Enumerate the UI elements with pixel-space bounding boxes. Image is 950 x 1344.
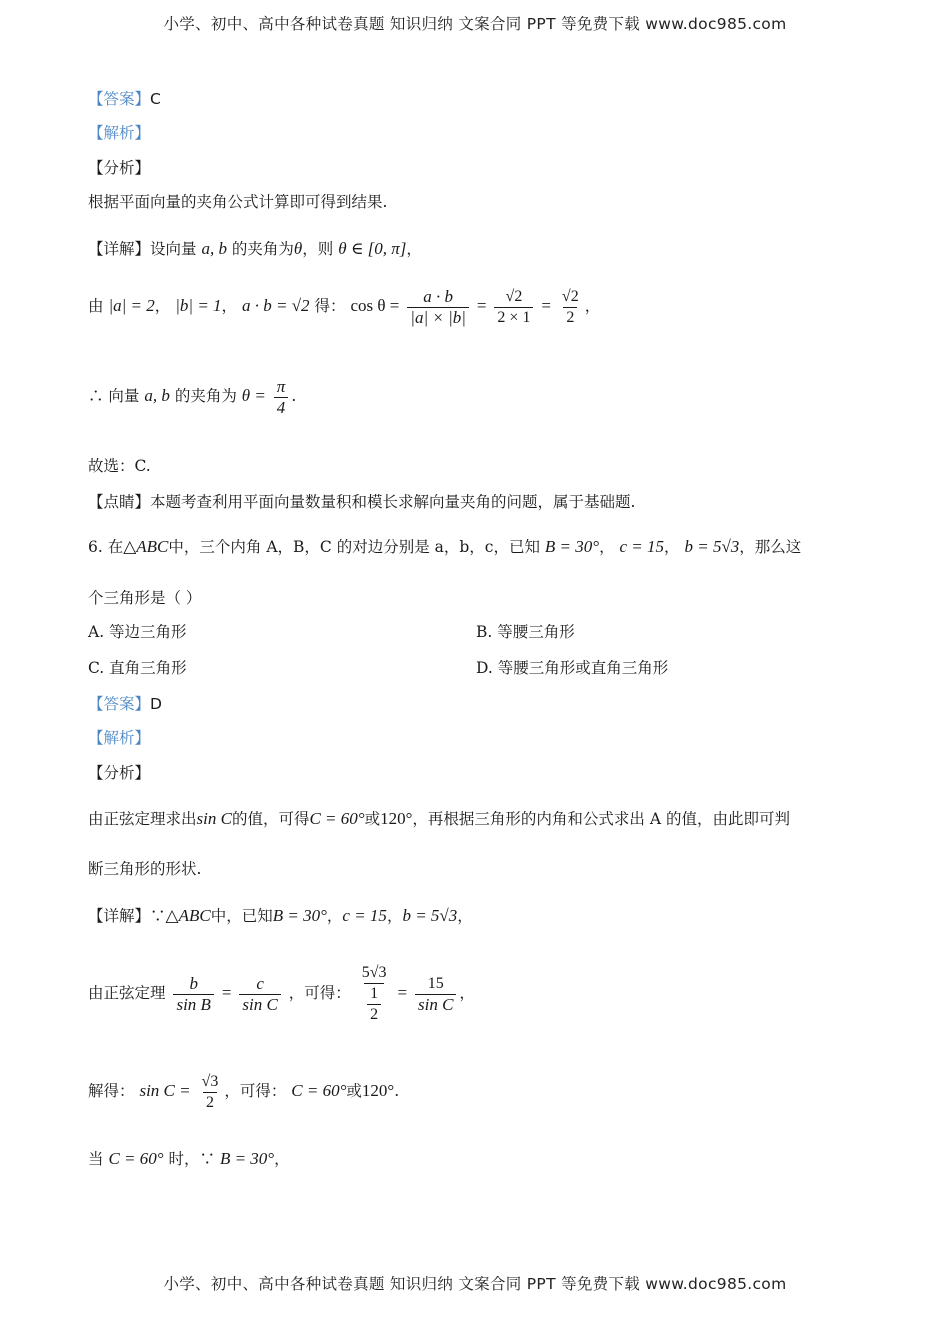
sin-C: sin C [196,809,232,828]
side-b: b = 5√3 [684,537,740,556]
frac-den: sin B [173,994,213,1015]
triangle-label: △ABC [165,906,211,925]
triangle-label: △ABC [123,537,169,556]
solve-or: 或 [346,1082,362,1100]
jiexi-tag: 【解析】 [88,124,151,142]
q6-jiexi-line [88,727,150,749]
option-c: C. 直角三角形 [88,659,187,677]
norm-b: |b| = 1 [175,296,222,315]
punct: ， [459,984,475,1002]
C-60: C = 60° [108,1149,164,1168]
frac-den: sin C [239,994,280,1015]
detail-text: 的夹角为 [231,240,294,258]
frac-den: sin C [415,994,456,1015]
fenxi-or: 或 [364,810,381,828]
frac-den: 4 [274,397,289,418]
q5-detail-line [88,238,422,260]
angle-B: B = 30° [272,906,327,925]
answer-value: D [150,695,162,713]
q6-when-line [88,1148,290,1170]
option-d: D. 等腰三角形或直角三角形 [476,659,669,677]
punct: ， [584,297,601,315]
frac-num: 5√3 [361,964,387,981]
answer-tag: 【答案】 [88,90,151,108]
q5-angle-line [88,376,296,418]
fenxi-text: 的值，可得 [231,810,310,828]
jiexi-tag: 【解析】 [88,729,151,747]
punct: ， [406,240,422,258]
angle-text: 的夹角为 [174,387,237,405]
half-den: 2 [367,1004,381,1025]
solve-mid: ，可得： [224,1082,287,1100]
frac-den [364,983,384,1025]
frac-num: a · b [423,286,453,306]
punct: ， [274,1150,290,1168]
stem-text: ，那么这 [739,538,802,556]
C-60: C = 60° [291,1081,347,1100]
detail-tag: 【详解】 [88,907,151,925]
q6-stem-line2: 个三角形是（ ） [88,589,202,607]
angle-B: B = 30° [544,537,600,556]
solve-prefix: 解得： [88,1082,135,1100]
q6-answer-line [88,693,162,715]
vector-vars: a, b [144,386,170,405]
solve-frac [199,1072,222,1113]
therefore-text: ∴ 向量 [88,387,140,405]
q6-law-line [88,958,475,1028]
side-c: c = 15 [342,906,387,925]
angle-B: B = 30° [219,1149,275,1168]
law-frac-1 [173,974,213,1015]
q6-stem-line1: 6. 在△ABC中，三个内角 A，B，C 的对边分别是 a，b，c，已知 B = 30°， c = 15， b = 5√3，那么这 [88,537,802,556]
dianjing-tag: 【点睛】 [88,493,151,511]
q5-choose: 故选：C. [88,457,151,475]
angle-frac [274,377,289,418]
because-sign: ∵ [150,907,166,925]
fenxi-text: 由正弦定理求出 [88,810,197,828]
frac-num: 15 [427,974,444,992]
detail-tag: 【详解】 [88,240,151,258]
punct: ， [457,907,473,925]
law-frac-2 [239,974,280,1015]
law-frac-3 [415,974,456,1015]
frac-num: π [276,376,286,396]
side-c: c = 15 [619,537,665,556]
frac-num: c [256,973,264,993]
q5-fenxi-text: 根据平面向量的夹角公式计算即可得到结果. [88,193,388,211]
punct: ， [386,907,403,925]
q5-fenxi-tag: 【分析】 [88,159,151,177]
dianjing-text: 本题考查利用平面向量数量积和模长求解向量夹角的问题，属于基础题. [150,493,636,511]
vector-vars: a, b [201,239,227,258]
equals: = [541,296,551,315]
frac-num: √2 [505,287,523,305]
given-prefix: 由 [88,297,104,315]
law-prefix: 由正弦定理 [88,984,166,1002]
norm-a: |a| = 2 [108,296,155,315]
C-120: 120° [361,1081,395,1100]
when-prefix: 当 [88,1150,104,1168]
cos-frac-1 [407,287,469,328]
page-header: 小学、初中、高中各种试卷真题 知识归纳 文案合同 PPT 等免费下载 www.doc985.com [163,15,787,33]
q6-fenxi-tag: 【分析】 [88,764,151,782]
theta-range: θ ∈ [0, π] [338,239,407,258]
theta: θ [293,239,303,258]
q5-dianjing-line [88,491,635,513]
fenxi-text: ，再根据三角形的内角和公式求出 A 的值，由此即可判 [412,810,790,828]
q5-answer-line [88,88,161,110]
answer-tag: 【答案】 [88,695,151,713]
q5-given-line: 由 |a| = 2， |b| = 1， a · b = √2 得： cos θ = $\frac{a \cdot b}{|a| \times |b|}$ = $\frac{√2}{2 \times 1}$ = $\frac{√2}{2}$ ， [88,286,601,327]
option-a: A. 等边三角形 [88,623,187,641]
stem-text: 中，三个内角 A，B，C 的对边分别是 a，b，c，已知 [168,538,540,556]
q6-fenxi-line1 [88,808,790,830]
frac-num: √3 [201,1072,219,1090]
frac-den: 2 [203,1092,217,1113]
answer-value: C [150,90,161,108]
q6-fenxi-line2: 断三角形的形状. [88,860,202,878]
q6-solve-line [88,1067,399,1115]
punct: ， [326,907,343,925]
page-footer: 小学、初中、高中各种试卷真题 知识归纳 文案合同 PPT 等免费下载 www.doc985.com [163,1275,787,1293]
frac-num: √2 [561,287,579,305]
cos-frac-3 [559,287,582,328]
frac-den: |a| × |b| [407,307,469,328]
equals: = [221,983,232,1002]
punct: . [394,1082,400,1100]
detail-text: 设向量 [150,240,197,258]
stem-prefix: 6. 在 [88,538,124,556]
angle-eq: θ = [241,386,266,405]
when-mid: 时，∵ [168,1150,216,1168]
law-complex-frac [359,963,390,1025]
equals: = [397,983,408,1002]
cos-left: cos θ = [350,296,400,315]
q5-jiexi-line [88,122,150,144]
frac-num: b [189,973,198,993]
half-num: 1 [370,985,379,1002]
law-mid: ，可得： [288,984,351,1002]
sin-C-eq: sin C = [139,1081,191,1100]
dot-product: a · b = √2 [241,296,310,315]
detail-text: 中，已知 [210,907,273,925]
q6-detail-line [88,905,473,927]
C-60: C = 60° [309,809,365,828]
equals: = [476,296,487,315]
frac-den: 2 [563,307,577,328]
frac-den: 2 × 1 [494,307,533,328]
punct: . [291,387,297,405]
cos-frac-2 [494,287,533,328]
side-b: b = 5√3 [402,906,458,925]
detail-text: ，则 [302,240,334,258]
given-de: 得： [314,297,346,315]
C-120: 120° [380,809,413,828]
option-b: B. 等腰三角形 [476,623,575,641]
